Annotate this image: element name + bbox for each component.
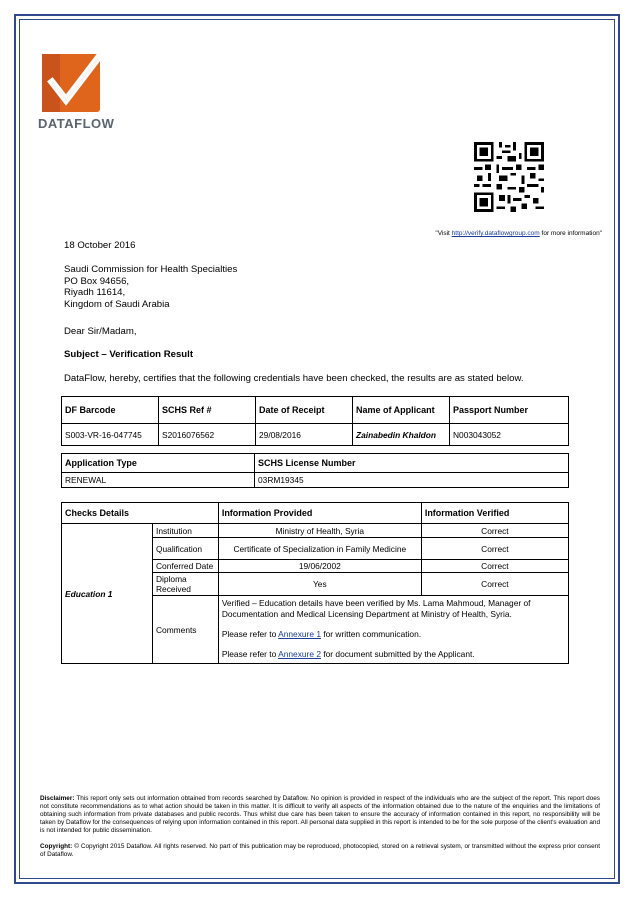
check-label: Qualification [153,538,219,560]
info-verified: Correct [421,560,568,573]
recipient-address [64,264,237,310]
logo-text: DATAFLOW [38,116,115,131]
verify-note-prefix: "Visit [435,230,452,237]
annexure-2-link[interactable]: Annexure 2 [278,649,321,659]
annexure-1-link[interactable]: Annexure 1 [278,629,321,639]
info-provided: Ministry of Health, Syria [218,524,421,538]
annexure-2-note [222,649,565,660]
copyright-text: © Copyright 2015 Dataflow. All rights reserved. No part of this publication may be reproduced, photocopied, stored on a retrieval system, or transmitted without the express prior consent of Dataflow. [40,843,600,858]
copyright-label: Copyright: [40,843,73,850]
table-cell: S2016076562 [159,424,256,446]
note-suffix: for document submitted by the Applicant. [321,649,475,659]
letter-date: 18 October 2016 [64,240,136,251]
info-verified: Correct [421,538,568,560]
verify-note [300,230,602,237]
table-cell: 03RM19345 [255,473,569,488]
check-label: Institution [153,524,219,538]
footer-disclaimer [40,795,600,867]
address-line: Saudi Commission for Health Specialties [64,264,238,275]
col-header: DF Barcode [62,397,159,424]
note-prefix: Please refer to [221,649,279,659]
address-line: PO Box 94656, [64,275,130,287]
section-label: Education 1 [62,524,153,664]
intro-paragraph: DataFlow, hereby, certifies that the following credentials have been checked, the results are as stated below. [64,373,524,384]
info-provided: Certificate of Specialization in Family Medicine [218,538,421,560]
info-verified: Correct [421,573,568,596]
applicant-table [61,396,569,446]
subject-line: Subject – Verification Result [64,349,194,360]
disclaimer-text: This report only sets out information obtained from records searched by Dataflow. No opinion is provided in respect of the individuals who are the subject of the report. This report does not constitute recommendations as to what action should be taken in this matter. It is difficult to verify all aspects of the information obtained due to the nature of the enquiries and the limitations of obtaining such information from private databases and public records. Thus whilst due care has been taken to ensure the accuracy of information contained in this report, no responsibility will be taken by Dataflow for the consequences of relying upon information contained in this report. All personal data supplied in this report is intended to be for the sole purpose of the client's evaluation and is not intended for public dissemination. [40,795,600,834]
verify-note-suffix: for more information" [539,230,602,237]
check-label: Conferred Date [153,560,219,573]
dataflow-logo [36,52,126,131]
address-line: Kingdom of Saudi Arabia [64,298,170,310]
table-cell: 29/08/2016 [256,424,353,446]
col-header: Date of Receipt [256,397,353,424]
col-header: Passport Number [450,397,569,424]
checks-table [61,502,569,664]
table-cell: N003043052 [450,424,569,446]
table-cell: S003-VR-16-047745 [62,424,159,446]
table-row [62,473,569,488]
col-header: Information Provided [218,503,421,524]
disclaimer-label: Disclaimer: [40,795,75,802]
application-table [61,453,569,488]
check-label: Comments [153,596,219,664]
copyright-paragraph [40,843,600,859]
col-header: SCHS Ref # [159,397,256,424]
check-label: Diploma Received [153,573,219,596]
info-provided: 19/06/2002 [218,560,421,573]
greeting: Dear Sir/Madam, [64,326,137,337]
note-prefix: Please refer to [221,629,279,639]
comments-cell [218,596,568,664]
address-line: Riyadh 11614, [64,287,126,298]
table-cell: RENEWAL [62,473,255,488]
table-cell: Zainabedin Khaldon [353,424,450,446]
col-header: Information Verified [421,503,568,524]
qr-code[interactable] [474,142,544,212]
col-header: Name of Applicant [353,397,450,424]
info-verified: Correct [421,524,568,538]
col-header: Application Type [62,454,255,473]
verify-link[interactable]: http://verify.dataflowgroup.com [451,230,540,237]
comments-text: Verified – Education details have been verified by Ms. Lama Mahmoud, Manager of Documentation and Medical Licensing Department at Ministry of Health, Syria. [221,598,531,619]
info-provided: Yes [218,573,421,596]
annexure-1-note [222,629,565,640]
dataflow-logo-mark [36,52,116,114]
col-header: Checks Details [62,503,219,524]
note-suffix: for written communication. [321,629,422,639]
table-row [62,524,569,538]
col-header: SCHS License Number [255,454,569,473]
table-row [62,424,569,446]
disclaimer-paragraph [40,795,600,835]
